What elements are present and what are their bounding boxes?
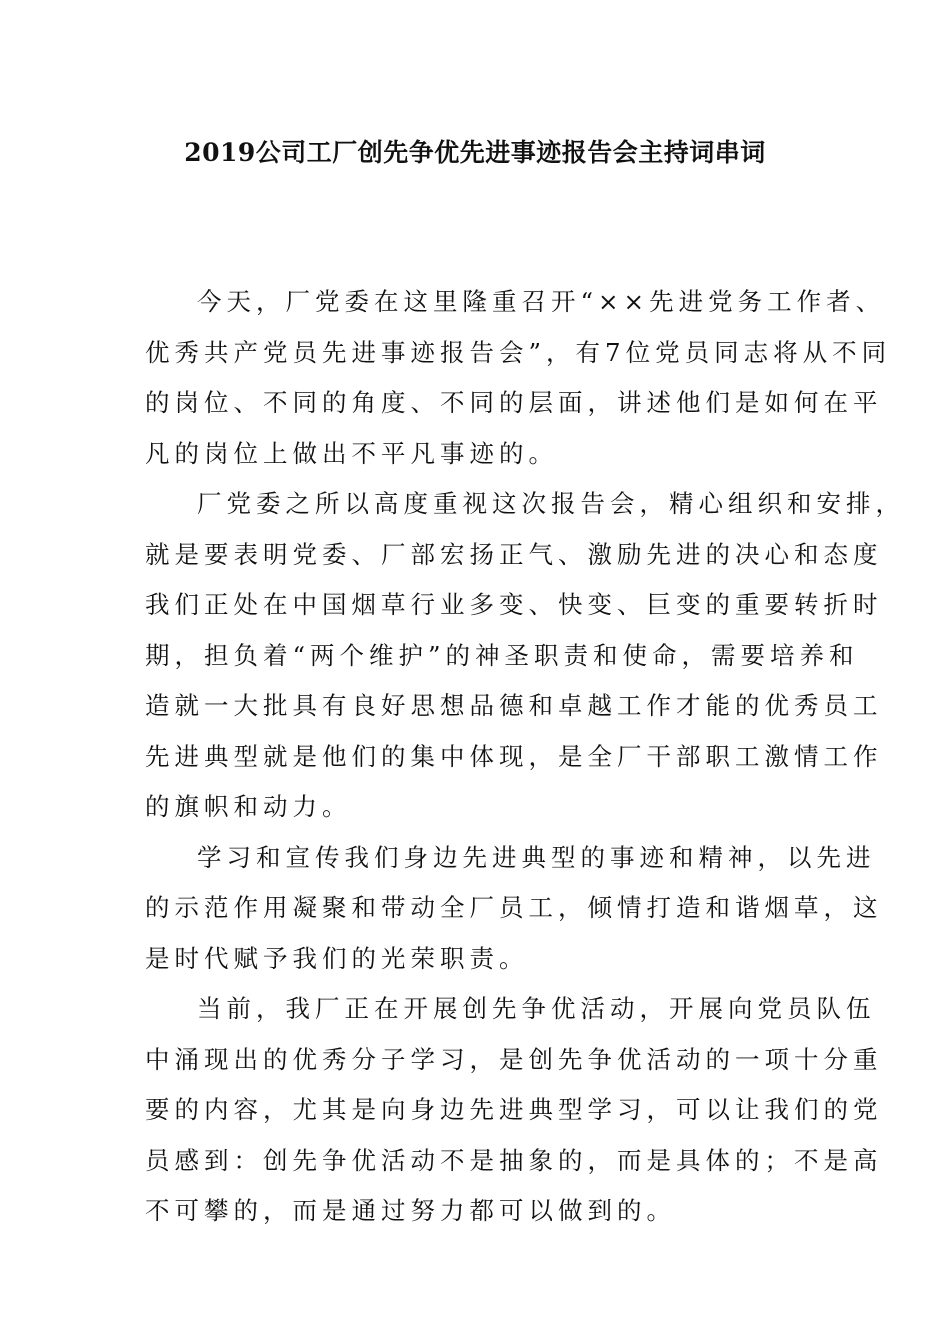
paragraph-4 — [145, 984, 883, 1237]
paragraph-2 — [145, 479, 905, 833]
text-line: 的示范作用凝聚和带动全厂员工，倾情打造和谐烟草，这 — [145, 893, 883, 922]
text-line: 期，担负着“两个维护”的神圣职责和使命，需要培养和 — [145, 640, 859, 670]
text-line: 我们正处在中国烟草行业多变、快变、巨变的重要转折时 — [145, 590, 883, 619]
text-line: 优秀共产党员先进事迹报告会”，有7位党员同志将从不同 — [145, 337, 892, 367]
text-line: 的旗帜和动力。 — [145, 792, 352, 821]
text-line: 学习和宣传我们身边先进典型的事迹和精神，以先进 — [197, 842, 876, 872]
text-line: 当前，我厂正在开展创先争优活动，开展向党员队伍 — [197, 994, 876, 1023]
text-line: 的岗位、不同的角度、不同的层面，讲述他们是如何在平 — [145, 388, 883, 417]
text-line: 先进典型就是他们的集中体现，是全厂干部职工激情工作 — [145, 741, 883, 771]
document-body — [145, 277, 905, 1237]
paragraph-3 — [145, 833, 883, 985]
text-line: 中涌现出的优秀分子学习，是创先争优活动的一项十分重 — [145, 1044, 883, 1074]
text-line: 厂党委之所以高度重视这次报告会，精心组织和安排， — [197, 489, 905, 518]
document-title: 2019公司工厂创先争优先进事迹报告会主持词串词 — [184, 138, 766, 167]
text-line: 是时代赋予我们的光荣职责。 — [145, 943, 529, 973]
text-line: 不可攀的，而是通过努力都可以做到的。 — [145, 1196, 676, 1225]
text-line: 员感到：创先争优活动不是抽象的，而是具体的；不是高 — [145, 1145, 883, 1175]
paragraph-1 — [145, 277, 892, 479]
text-line: 凡的岗位上做出不平凡事迹的。 — [145, 438, 558, 468]
text-line: 今天，厂党委在这里隆重召开“××先进党务工作者、 — [197, 287, 886, 316]
text-line: 造就一大批具有良好思想品德和卓越工作才能的优秀员工 — [145, 691, 883, 720]
text-line: 要的内容，尤其是向身边先进典型学习，可以让我们的党 — [145, 1095, 883, 1124]
text-line: 就是要表明党委、厂部宏扬正气、激励先进的决心和态度 — [145, 539, 883, 569]
